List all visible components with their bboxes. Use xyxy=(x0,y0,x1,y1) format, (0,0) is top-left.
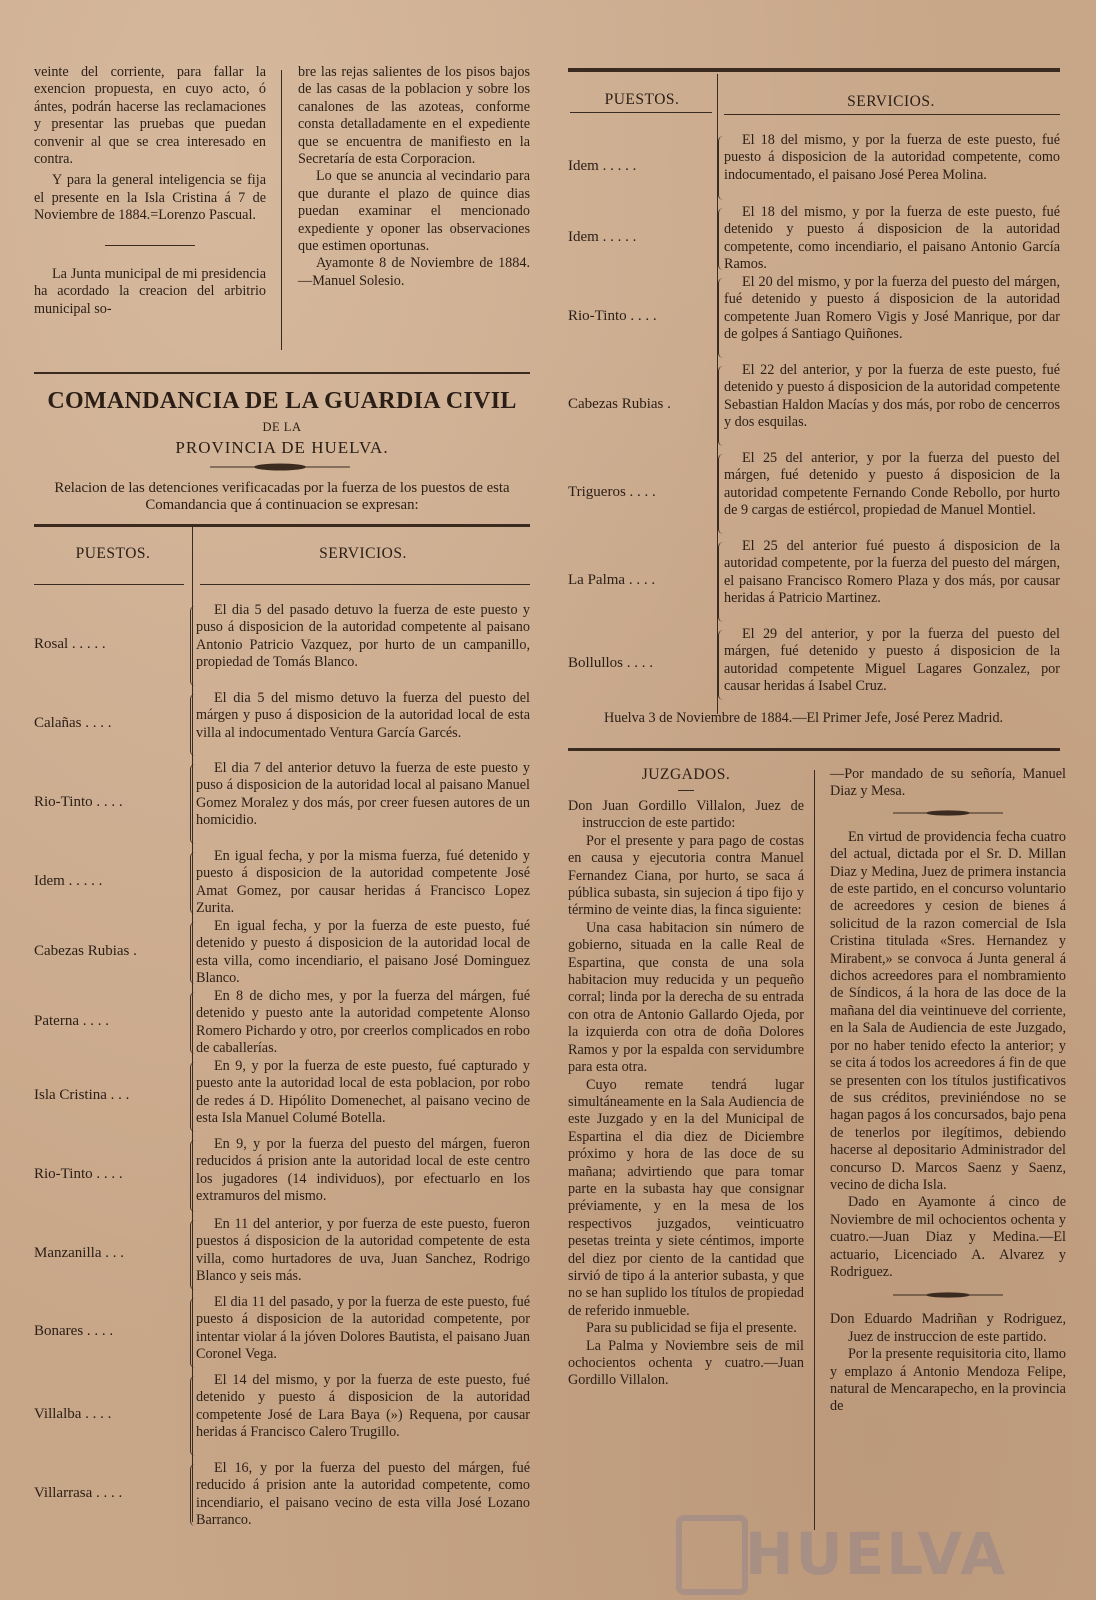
juzgados-column-2 xyxy=(830,766,1066,1416)
header-underline xyxy=(724,114,1060,115)
section-rule xyxy=(568,748,1060,751)
row-place: Paterna . . . . xyxy=(34,1013,109,1029)
row-service-text: En igual fecha, y por la misma fuerza, fué detenido y puesto á disposicion de la autoridad competente José Amat Gomez, por causar heridas á Francisco Lopez Zurita. xyxy=(196,848,530,917)
brace-mark xyxy=(190,1140,195,1212)
brace-mark xyxy=(718,208,723,270)
row-service-text: El dia 7 del anterior detuvo la fuerza de este puesto y puso á disposicion de la autoridad local al paisano Manuel Gomez Moralez y dos más, por creer fuesen autores de un homicidio. xyxy=(196,760,530,829)
column-rule xyxy=(814,770,815,1530)
table-row xyxy=(34,602,530,690)
row-service-text: El 18 del mismo, y por la fuerza de este puesto, fué puesto á disposicion de la autoridad competente, como indocumentado, el paisano José Perea Molina. xyxy=(724,132,1060,183)
brace-mark xyxy=(190,764,195,844)
paragraph: bre las rejas salientes de los pisos bajos de las casas de la poblacion y sobre los canalones de las azoteas, conforme consta detalladamente en el expediente que se encuentra de manifiesto en la Secretaría de esta Corporacion. xyxy=(298,64,530,168)
brace-mark xyxy=(190,694,195,756)
table-row xyxy=(34,1058,530,1136)
table-row xyxy=(34,848,530,918)
paragraph: veinte del corriente, para fallar la exencion propuesta, en cuyo acto, ó ántes, podrán hacerse las reclamaciones y presentar las pruebas que puedan convenir al que se crea interesado en contra. xyxy=(34,64,266,168)
relacion-intro xyxy=(34,480,530,515)
table-rule xyxy=(568,68,1060,72)
row-place: Rio-Tinto . . . . xyxy=(34,1166,123,1182)
table-row xyxy=(568,274,1060,362)
paragraph: La Junta municipal de mi presidencia ha acordado la creacion del arbitrio municipal so- xyxy=(34,265,266,317)
row-service-text: En 9, y por la fuerza de este puesto, fué capturado y puesto ante la autoridad local de esta poblacion, por robo de redes á D. Hipólito Domenechet, al paisano vecino de esta Isla Manuel Columé Botella. xyxy=(196,1058,530,1127)
paragraph: Dado en Ayamonte á cinco de Noviembre de mil ochocientos ochenta y cuatro.—Juan Diaz y Medina.—El actuario, Licenciado A. Alvarez y Rodriguez. xyxy=(830,1194,1066,1280)
paragraph: Para su publicidad se fija el presente. xyxy=(586,1320,797,1337)
paragraph: Y para la general inteligencia se fija el presente en la Isla Cristina á 7 de Noviembre de 1884.=Lorenzo Pascual. xyxy=(34,172,266,224)
row-service-text: En igual fecha, y por la fuerza de este puesto, fué detenido y puesto á disposicion de la autoridad local de esta villa, como incendiario, el paisano José Dominguez Blanco. xyxy=(196,918,530,987)
paragraph: Don Juan Gordillo Villalon, Juez de instruccion de este partido: xyxy=(568,798,804,832)
left-top-column-1 xyxy=(34,64,266,318)
row-service-text: El 18 del mismo, y por la fuerza de este puesto, fué detenido y puesto á disposicion de la autoridad competente, como incendiario, el paisano Antonio García Ramos. xyxy=(724,204,1060,273)
section-subtitle: PROVINCIA DE HUELVA. xyxy=(175,438,389,457)
row-place: Calañas . . . . xyxy=(34,715,112,731)
table-row xyxy=(34,760,530,848)
brace-mark xyxy=(190,1062,195,1132)
juzgados-column-1 xyxy=(568,798,804,1390)
row-service-text: El 29 del anterior, y por la fuerza del puesto del márgen, fué detenido y puesto á disposicion de la autoridad competente Miguel Lagares Gonzalez, por causar heridas á Isabel Cruz. xyxy=(724,626,1060,695)
brace-mark xyxy=(190,922,195,984)
ornament-icon xyxy=(893,809,1003,817)
row-place: Idem . . . . . xyxy=(568,229,637,245)
row-service-text: En 8 de dicho mes, y por la fuerza del márgen, fué detenido y puesto ante la autoridad competente Alonso Romero Pichardo y otro, por creerlos complicados en robo de caballerías. xyxy=(196,988,530,1057)
relacion-text: Relacion de las detenciones verificacadas por la fuerza de los puestos de esta Comandancia que á continuacion se expresan: xyxy=(54,480,510,514)
row-service-text: En 9, y por la fuerza del puesto del márgen, fueron reducidos á prision ante la autoridad local de este centro los jugadores (14 individuos), por efectuarlo en los extramuros del mismo. xyxy=(196,1136,530,1205)
row-place: Bonares . . . . xyxy=(34,1323,114,1339)
col-header-servicios: SERVICIOS. xyxy=(319,545,407,562)
paragraph: En virtud de providencia fecha cuatro del actual, dictada por el Sr. D. Millan Diaz y Medina, Juez de primera instancia de este partido, en el concurso voluntario de acreedores y cesion de bienes á solicitud de la razon comercial de Isla Cristina titulada «Sres. Hernandez y Mirabent,» se convoca á Junta general á dichos acreedores para el nombramiento de Síndicos, á la hora de las doce de la mañana del dia veintinueve del corriente, en la Sala de Audiencia de este Juzgado, por no haber tenido efecto la anterior; y se cita á todos los acreedores á fin de que se presenten con los títulos justificativos de sus créditos, previniéndose no se hagan pagos á los concursados, bajo pena de tenerlos por ilegítimos, debiendo hacerse al depositario Administrador del concurso D. Marcos Saenz y Saenz, vecino de dicha Isla. xyxy=(830,828,1066,1193)
brace-mark xyxy=(190,1298,195,1368)
comandancia-signature xyxy=(568,710,1060,727)
section-title: COMANDANCIA DE LA GUARDIA CIVIL xyxy=(47,388,517,414)
paragraph: —Por mandado de su señoría, Manuel Diaz y Mesa. xyxy=(830,766,1066,800)
signature-text: Huelva 3 de Noviembre de 1884.—El Primer Jefe, José Perez Madrid. xyxy=(604,710,1004,726)
table-rule xyxy=(34,524,530,527)
row-place: Bollullos . . . . xyxy=(568,655,654,671)
table-row xyxy=(34,918,530,988)
left-top-column-2 xyxy=(298,64,530,290)
paragraph: Una casa habitacion sin número de gobierno, situada en la calle Real de Espartina, que consta de una sola habitacion muy reducida y un pequeño corral; linda por la derecha de su entrada con otra de Antonio Gallardo Ojeda, por la izquierda con otra de doña Dolores Ramos y por la espalda con servidumbre para esta otra. xyxy=(568,919,804,1076)
paragraph: La Palma y Noviembre seis de mil ochocientos ochenta y cuatro.—Juan Gordillo Villalon. xyxy=(568,1337,804,1389)
brace-mark xyxy=(190,1376,195,1456)
paragraph: Don Eduardo Madriñan y Rodriguez, Juez de instruccion de este partido. xyxy=(830,1311,1066,1345)
row-place: Rio-Tinto . . . . xyxy=(34,794,123,810)
row-place: Idem . . . . . xyxy=(34,873,103,889)
row-place: Isla Cristina . . . xyxy=(34,1087,130,1103)
paragraph: Ayamonte 8 de Noviembre de 1884.—Manuel Solesio. xyxy=(298,255,530,289)
row-service-text: El 14 del mismo, y por la fuerza de este puesto, fué detenido y puesto á disposicion de la autoridad competente José de Lara Baya (») Requena, por causar heridas á Francisco Calero Trugillo. xyxy=(196,1372,530,1441)
col-header-puestos: PUESTOS. xyxy=(604,91,680,108)
row-place: Villalba . . . . xyxy=(34,1406,112,1422)
col-header-servicios: SERVICIOS. xyxy=(847,93,935,110)
table-row xyxy=(34,1136,530,1216)
paragraph: Cuyo remate tendrá lugar simultáneamente en la Sala Audiencia de este Juzgado y en la del Municipal de Espartina el dia diez de Diciembre próximo y hora de las doce de su mañana; advirtiendo que para tomar parte en la subasta hay que consignar préviamente, y en la mesa de los respectivos juzgados, veinticuatro pesetas treinta y siete céntimos, importe del diez por ciento de la cantidad que sirvió de tipo á la anterior subasta, y que no se han suplido los títulos de propiedad de referido inmueble. xyxy=(568,1076,804,1319)
row-service-text: El dia 5 del pasado detuvo la fuerza de este puesto y puso á disposicion de la autoridad competente al paisano Antonio Patricio Vazquez, por hurto de un campanillo, propiedad de Tomás Blanco. xyxy=(196,602,530,671)
table-row xyxy=(34,1294,530,1372)
row-service-text: El dia 11 del pasado, y por la fuerza de este puesto, fué puesto á disposicion de la autoridad competente, por intentar violar á la jóven Dolores Bautista, el paisano Juan Coronel Vega. xyxy=(196,1294,530,1363)
table-row xyxy=(568,538,1060,626)
watermark: HUELVA xyxy=(745,1520,1008,1588)
table-row xyxy=(568,362,1060,450)
brace-mark xyxy=(718,366,723,446)
row-place: Cabezas Rubias . xyxy=(34,943,137,959)
brace-mark xyxy=(190,1464,195,1526)
table-row xyxy=(34,690,530,760)
row-place: La Palma . . . . xyxy=(568,572,656,588)
paragraph: Por la presente requisitoria cito, llamo y emplazo á Antonio Mendoza Felipe, natural de Mencarapecho, en la provincia de xyxy=(830,1346,1066,1415)
brace-mark xyxy=(718,542,723,622)
col-header-puestos: PUESTOS. xyxy=(75,545,151,562)
table-row xyxy=(568,132,1060,204)
section-rule xyxy=(34,372,530,374)
row-place: Rio-Tinto . . . . xyxy=(568,308,657,324)
paragraph: Lo que se anuncia al vecindario para que durante el plazo de quince dias puedan examinar el mencionado expediente y oponer las observaciones que estimen oportunas. xyxy=(298,168,530,255)
row-service-text: El 16, y por la fuerza del puesto del márgen, fué reducido á prision ante la autoridad competente, como incendiario, el paisano vecino de esta villa José Lozano Barranco. xyxy=(196,1460,530,1529)
header-underline xyxy=(34,584,184,585)
brace-mark xyxy=(190,852,195,914)
row-service-text: El dia 5 del mismo detuvo la fuerza del puesto del márgen y puso á disposicion de la autoridad local de esta villa al indocumentado Ventura García Garcés. xyxy=(196,690,530,741)
row-service-text: El 25 del anterior, y por la fuerza del puesto del márgen, fué detenido y puesto á disposicion de la autoridad competente Fernando Conde Rebollo, por hurto de 9 cargas de estiércol, propiedad de Manuel Montiel. xyxy=(724,450,1060,519)
row-service-text: El 20 del mismo, y por la fuerza del puesto del márgen, fué detenido y puesto á disposicion de la autoridad competente Juan Romero Vigis y José Manrique, por dar de golpes á Santiago Quiñones. xyxy=(724,274,1060,343)
ornament-icon xyxy=(210,462,350,472)
table-row xyxy=(34,1460,530,1530)
row-place: Trigueros . . . . xyxy=(568,484,656,500)
ornament-icon xyxy=(893,1291,1003,1299)
column-rule xyxy=(281,70,282,350)
row-place: Villarrasa . . . . xyxy=(34,1485,123,1501)
row-place: Manzanilla . . . xyxy=(34,1245,124,1261)
brace-mark xyxy=(190,1220,195,1290)
table-row xyxy=(568,626,1060,704)
paragraph: Por el presente y para pago de costas en causa y ejecutoria contra Manuel Fernandez Ciana, por hurto, se saca á pública subasta, sin sujecion á tipo fijo y término de veinte dias, la finca siguiente: xyxy=(568,832,804,919)
row-place: Cabezas Rubias . xyxy=(568,396,671,412)
brace-mark xyxy=(718,278,723,358)
brace-mark xyxy=(190,992,195,1054)
table-row xyxy=(34,1372,530,1460)
row-service-text: El 25 del anterior fué puesto á disposicion de la autoridad competente, por la fuerza del puesto del márgen, el paisano Francisco Romero Plaza y dos más, por causar heridas á Patricio Martinez. xyxy=(724,538,1060,607)
row-service-text: El 22 del anterior, y por la fuerza de este puesto, fué detenido y puesto á disposicion de la autoridad competente Sebastian Haldon Macías y dos más, por robo de cencerros y dos esquilas. xyxy=(724,362,1060,431)
row-place: Idem . . . . . xyxy=(568,158,637,174)
brace-mark xyxy=(718,630,723,700)
table-row xyxy=(34,1216,530,1294)
title-dash xyxy=(678,790,694,791)
row-place: Rosal . . . . . xyxy=(34,636,106,652)
library-shield-icon xyxy=(676,1515,748,1595)
section-subtitle: DE LA xyxy=(262,420,302,434)
table-row xyxy=(568,204,1060,274)
brace-mark xyxy=(718,454,723,534)
header-underline xyxy=(570,112,712,113)
brace-mark xyxy=(718,136,723,200)
brace-mark xyxy=(190,606,195,686)
table-row xyxy=(34,988,530,1058)
divider xyxy=(105,245,195,246)
row-service-text: En 11 del anterior, y por fuerza de este puesto, fueron puestos á disposicion de la autoridad competente de esta villa, como hurtadores de uva, Juan Sanchez, Rodrigo Blanco y seis más. xyxy=(196,1216,530,1285)
juzgados-title: JUZGADOS. xyxy=(641,766,731,783)
header-underline xyxy=(200,584,530,585)
table-row xyxy=(568,450,1060,538)
